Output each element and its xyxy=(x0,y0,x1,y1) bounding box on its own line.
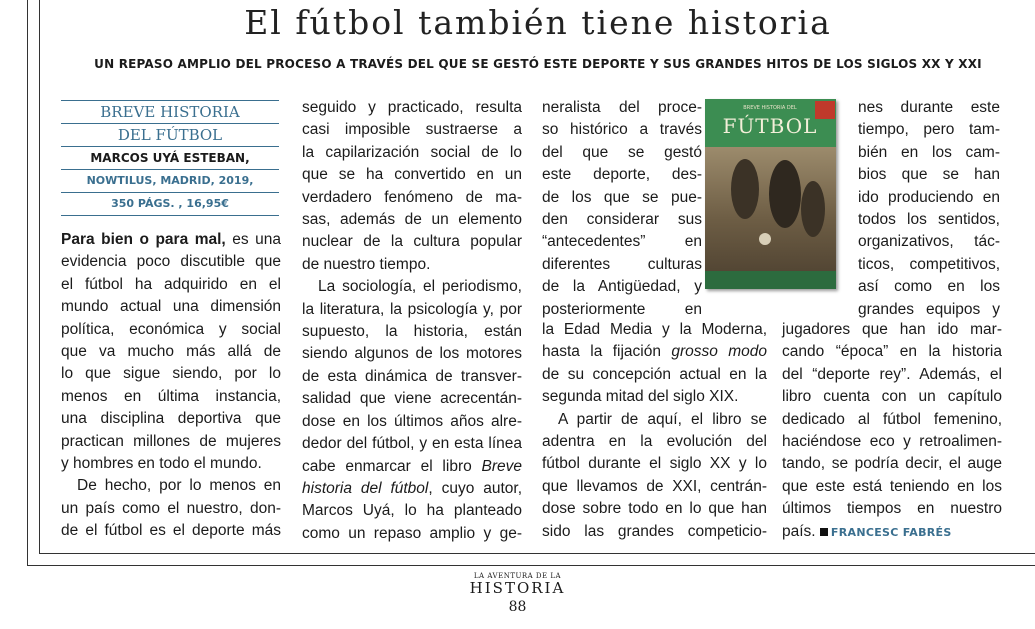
text-line: sido las grandes competicio- xyxy=(542,522,767,540)
lead-in: Para bien o para mal, xyxy=(61,231,226,248)
text-line: seguido y practicado, resulta xyxy=(302,99,522,116)
text-line: siendo algunos de los motores xyxy=(302,345,522,363)
page-subtitle: UN REPASO AMPLIO DEL PROCESO A TRAVÉS DEL QUE SE GESTÓ ESTE DEPORTE Y SUS GRANDES HITOS DE LOS SIGLOS XX Y XXI xyxy=(94,57,982,71)
article-column-3-top xyxy=(542,97,702,321)
text-line: A partir de aquí, el libro se xyxy=(558,410,767,428)
text-line: libro cuenta con un capítulo xyxy=(782,388,1002,406)
text-line: “antecedentes” en xyxy=(542,233,702,251)
end-mark-icon xyxy=(820,528,828,536)
text-line: dedor del fútbol, y en esta línea xyxy=(302,435,522,453)
text-line: de su concepción actual en la xyxy=(542,365,767,383)
text-line: todos los sentidos, xyxy=(858,211,1000,229)
book-author: MARCOS UYÁ ESTEBAN, xyxy=(90,151,250,165)
text-line: adentra en la evolución del xyxy=(542,433,767,451)
text-line: y hombres en todo el mundo. xyxy=(61,455,262,473)
text-line: Marcos Uyá, lo ha planteado xyxy=(302,502,522,520)
text-line: posteriormente en xyxy=(542,300,702,318)
article-column-1 xyxy=(61,229,281,543)
text-line: del “deporte rey”. Además, el xyxy=(782,365,1002,383)
book-title-italic: Breve xyxy=(481,457,522,475)
text-line: hasta la fijación xyxy=(542,343,672,361)
text-line: cabe enmarcar el libro xyxy=(302,457,482,475)
text-line: diferentes culturas xyxy=(542,255,702,273)
masthead-small: LA AVENTURA DE LA xyxy=(473,572,562,580)
text-line: organizativos, tác- xyxy=(858,233,1000,251)
text-line: bién en los cam- xyxy=(858,143,1000,161)
italic-phrase: grosso modo xyxy=(671,343,767,361)
text-line: sas, además de un elemento xyxy=(302,211,522,229)
text-line: practican millones de mujeres xyxy=(61,432,281,450)
book-publisher: NOWTILUS, MADRID, 2019, xyxy=(86,174,254,187)
text-line: del que se gestó xyxy=(542,143,702,161)
book-info-box xyxy=(61,100,279,216)
text-line: la Edad Media y la Moderna, xyxy=(542,321,767,338)
text-line: la literatura, la psicología y, por xyxy=(302,300,522,318)
text-line: que va mucho más allá de xyxy=(61,343,281,361)
article-column-2 xyxy=(302,97,522,545)
text-line: país. xyxy=(782,522,820,540)
text-line: es una xyxy=(225,231,281,248)
text-line: mundo actual una dimensión xyxy=(61,298,281,316)
text-line: neralista del proce- xyxy=(542,99,702,116)
divider xyxy=(61,215,279,216)
text-line: ticos, competitivos, xyxy=(858,255,1000,273)
text-line: este deporte, des- xyxy=(542,166,702,184)
text-line: den considerar sus xyxy=(542,211,702,229)
text-line: una disciplina deportiva que xyxy=(61,410,281,428)
book-title-line1: BREVE HISTORIA xyxy=(100,103,240,121)
magazine-footer xyxy=(0,572,1035,617)
text-line: últimos tiempos en nuestro xyxy=(782,500,1002,518)
text-line: cando “época” en la historia xyxy=(782,343,1002,361)
article-column-4-top xyxy=(858,97,1000,321)
text-line: nuclear de la cultura popular xyxy=(302,233,522,251)
text-line: nes durante este xyxy=(858,99,1000,116)
article-column-3-bottom xyxy=(542,319,767,543)
text-line: de el fútbol es el deporte más xyxy=(61,522,281,540)
text-line: segunda mitad del siglo XIX. xyxy=(542,388,739,406)
page-number: 88 xyxy=(508,599,527,615)
book-pages-price: 350 PÁGS. , 16,95€ xyxy=(111,197,229,210)
text-line: fútbol durante el siglo XX y lo xyxy=(542,455,767,473)
text-line: de la Antigüedad, y xyxy=(542,278,702,296)
text-line: que este está teniendo en los xyxy=(782,477,1002,495)
text-line: haciéndose eco y retroalimen- xyxy=(782,433,1002,451)
book-cover-image xyxy=(705,99,836,289)
masthead-logo: HISTORIA xyxy=(469,579,566,597)
book-title-italic: historia del fútbol xyxy=(302,479,429,497)
text-line: así como en los xyxy=(858,278,1000,296)
text-line: de los que se pue- xyxy=(542,188,702,206)
article-column-4-bottom xyxy=(782,319,1002,544)
text-line: grandes equipos y xyxy=(858,300,1000,318)
text-line: ido produciendo en xyxy=(858,188,1000,206)
cover-title: FÚTBOL xyxy=(722,114,818,138)
text-line: lo que sigue siendo, por lo xyxy=(61,365,281,383)
text-line: dedicado al fútbol femenino, xyxy=(782,410,1002,428)
text-line: so histórico a través xyxy=(542,121,702,139)
text-line: , cuyo autor, xyxy=(428,479,522,497)
text-line: supuesto, la historia, están xyxy=(302,323,522,341)
text-line: tando, se podría decir, el auge xyxy=(782,455,1002,473)
text-line: dose en los últimos años alre- xyxy=(302,412,522,430)
text-line: casi imposible sustraerse a xyxy=(302,121,522,139)
book-cover-illustration xyxy=(705,99,836,289)
text-line: dose sobre todo en lo que han xyxy=(542,500,767,518)
page-title: El fútbol también tiene historia xyxy=(244,3,832,42)
text-line: evidencia poco discutible que xyxy=(61,253,281,271)
text-line: el fútbol ha adquirido en el xyxy=(61,275,281,293)
text-line: que se ha convertido en un xyxy=(302,166,522,184)
text-line: de esta dinámica de transver- xyxy=(302,367,522,385)
text-line: un país como el nuestro, don- xyxy=(61,499,281,517)
text-line: menos en última instancia, xyxy=(61,387,281,405)
text-line: la capilarización social de lo xyxy=(302,143,522,161)
text-line: La sociología, el periodismo, xyxy=(318,278,522,296)
text-line: que llevamos de XXI, centrán- xyxy=(542,477,767,495)
text-line: salidad que viene acrecentán- xyxy=(302,390,522,408)
text-line: como un repaso amplio y ge- xyxy=(302,524,522,542)
text-line: de nuestro tiempo. xyxy=(302,255,431,273)
text-line: verdadero fenómeno de ma- xyxy=(302,188,522,206)
text-line: De hecho, por lo menos en xyxy=(77,477,281,495)
text-line: política, económica y social xyxy=(61,320,281,338)
text-line: bios que se han xyxy=(858,166,1000,184)
text-line: tiempo, pero tam- xyxy=(858,121,1000,139)
text-line: jugadores que han ido mar- xyxy=(782,321,1002,338)
cover-series: BREVE HISTORIA DEL xyxy=(743,105,797,111)
author-signature: FRANCESC FABRÉS xyxy=(830,525,952,539)
book-title-line2: DEL FÚTBOL xyxy=(117,126,223,144)
